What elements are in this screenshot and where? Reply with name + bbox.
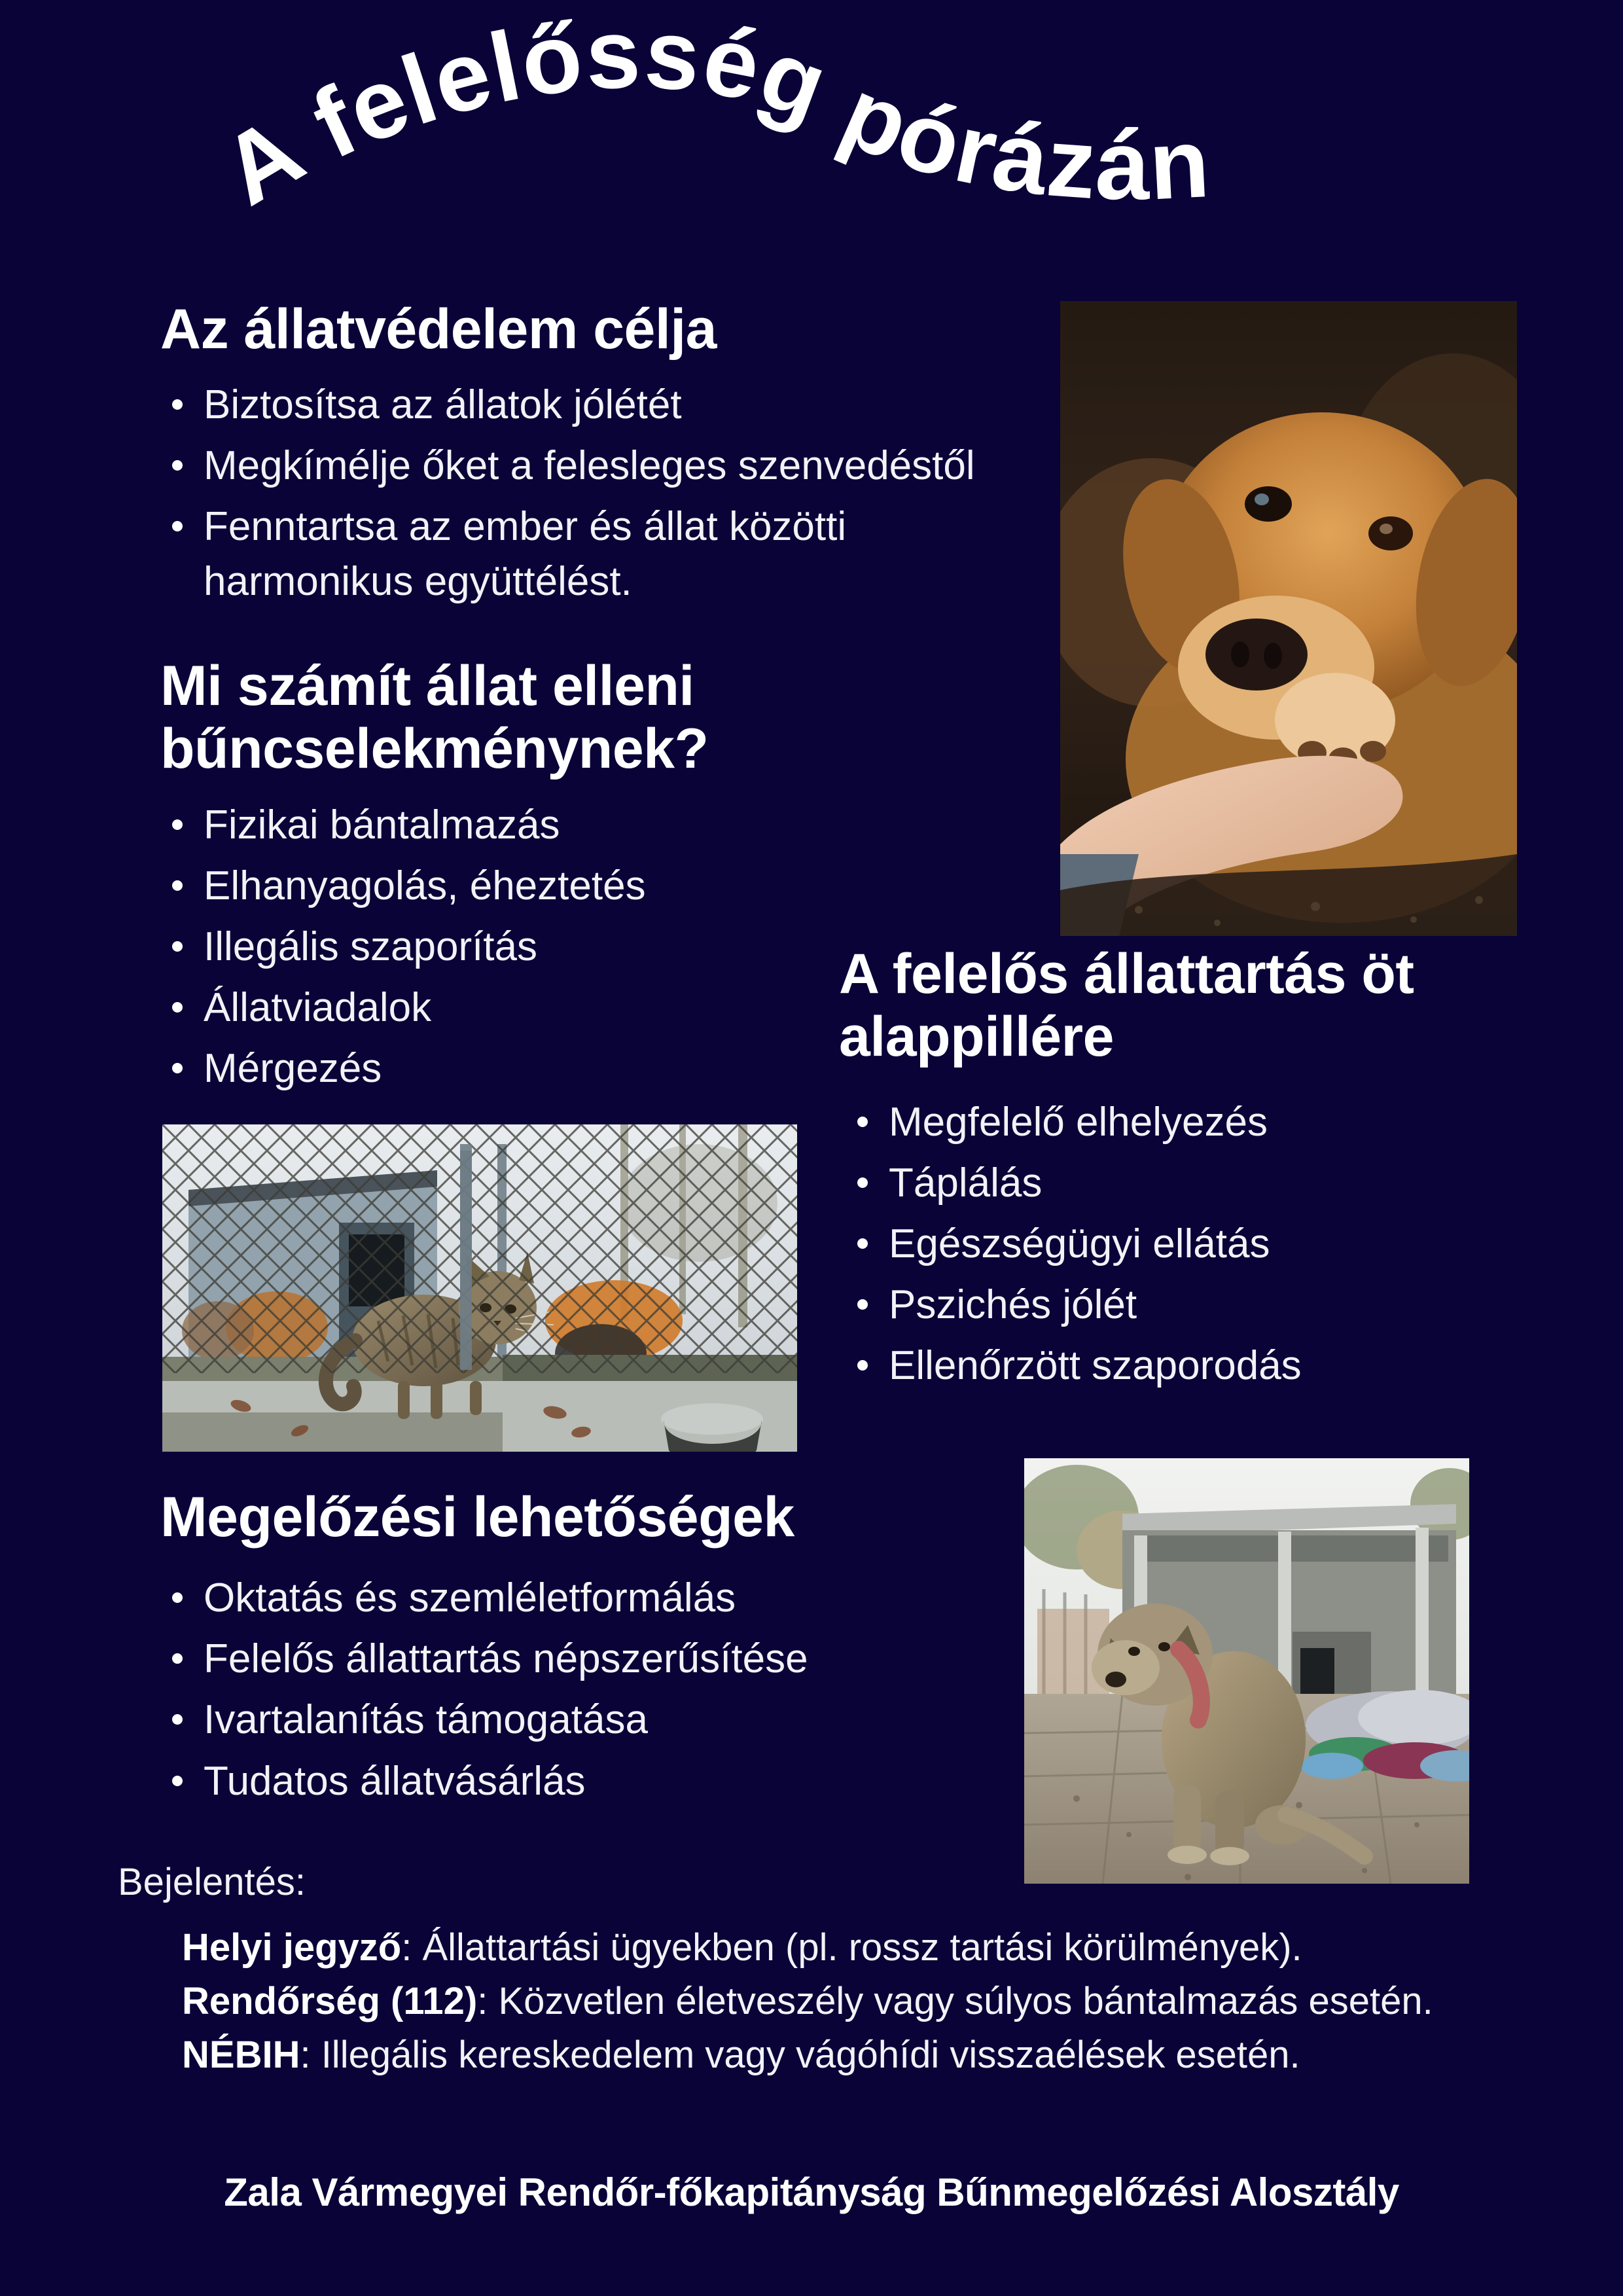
list-item: Ellenőrzött szaporodás xyxy=(839,1338,1572,1393)
section-animal-protection-goal xyxy=(160,298,1011,615)
reporting-item-nebih xyxy=(182,2028,1525,2082)
section-heading-prevention: Megelőzési lehetőségek xyxy=(160,1486,794,1549)
section-prevention xyxy=(160,1486,1024,1815)
reporting-text: : Állattartási ügyekben (pl. rossz tartási körülmények). xyxy=(401,1926,1302,1969)
section-heading-crime: Mi számít állat elleni bűncselekménynek? xyxy=(160,655,709,781)
list-item: Oktatás és szemléletformálás xyxy=(160,1571,1024,1625)
list-item: Illegális szaporítás xyxy=(160,920,959,974)
section-five-pillars xyxy=(839,942,1572,1399)
section-heading-goal: Az állatvédelem célja xyxy=(160,298,717,361)
photo-shelter-cat xyxy=(162,1124,797,1452)
reporting-label: NÉBIH xyxy=(182,2034,300,2077)
bullet-list-prevention xyxy=(160,1571,1024,1808)
photo-stray-dog xyxy=(1024,1458,1469,1884)
reporting-list xyxy=(118,1921,1525,2083)
list-item: Felelős állattartás népszerűsítése xyxy=(160,1632,1024,1686)
reporting-text: : Illegális kereskedelem vagy vágóhídi visszaélések esetén. xyxy=(300,2034,1300,2077)
section-heading-pillars: A felelős állattartás öt alappillére xyxy=(839,942,1414,1069)
list-item: Elhanyagolás, éheztetés xyxy=(160,859,959,913)
poster-title xyxy=(204,0,1433,255)
list-item: Pszichés jólét xyxy=(839,1278,1572,1332)
reporting-text: : Közvetlen életveszély vagy súlyos bántalmazás esetén. xyxy=(477,1979,1433,2022)
section-reporting xyxy=(118,1859,1525,2083)
reporting-label: Helyi jegyző xyxy=(182,1926,402,1969)
list-item: Tudatos állatvásárlás xyxy=(160,1754,1024,1808)
reporting-item-police xyxy=(182,1975,1525,2028)
list-item: Mérgezés xyxy=(160,1041,959,1096)
poster-title-text: A felelősség pórázán xyxy=(204,0,1213,226)
bullet-list-pillars xyxy=(839,1095,1572,1393)
reporting-item-local-notary xyxy=(182,1921,1525,1975)
list-item: Egészségügyi ellátás xyxy=(839,1217,1572,1271)
list-item: Megkímélje őket a felesleges szenvedéstől xyxy=(160,439,1011,493)
list-item: Ivartalanítás támogatása xyxy=(160,1693,1024,1747)
photo-golden-retriever xyxy=(1060,301,1517,936)
list-item: Fenntartsa az ember és állat közötti harmonikus együttélést. xyxy=(160,499,1011,608)
list-item: Állatviadalok xyxy=(160,980,959,1035)
list-item: Táplálás xyxy=(839,1156,1572,1210)
bullet-list-goal xyxy=(160,378,1011,608)
list-item: Biztosítsa az állatok jólétét xyxy=(160,378,1011,432)
poster-footer: Zala Vármegyei Rendőr-főkapitányság Bűnmegelőzési Alosztály xyxy=(224,2170,1399,2214)
reporting-title: Bejelentés: xyxy=(118,1861,306,1903)
list-item: Fizikai bántalmazás xyxy=(160,798,959,852)
reporting-label: Rendőrség (112) xyxy=(182,1979,478,2022)
list-item: Megfelelő elhelyezés xyxy=(839,1095,1572,1149)
